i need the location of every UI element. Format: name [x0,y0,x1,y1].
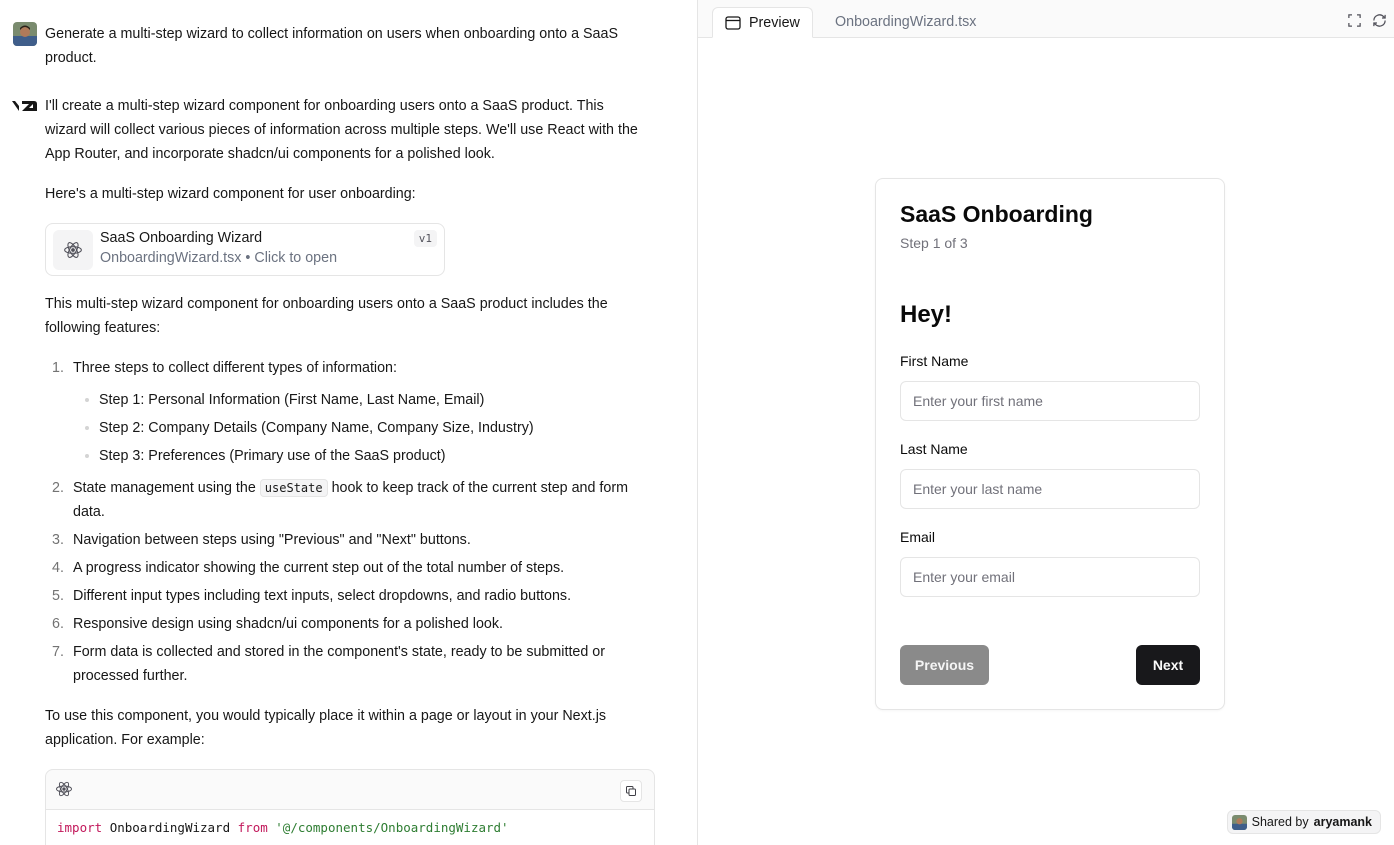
artifact-card[interactable] [45,223,445,276]
list-text: Form data is collected and stored in the component's state, ready to be submitted or processed further. [73,644,606,684]
browser-window-icon [725,16,741,30]
tab-preview-label: Preview [749,14,800,31]
fullscreen-icon [1347,13,1362,28]
user-avatar [13,22,37,46]
refresh-button[interactable] [1372,13,1387,33]
list-text: Navigation between steps using "Previous" and "Next" buttons. [73,532,471,548]
list-item [45,476,655,524]
code-string: '@/components/OnboardingWizard' [275,820,509,835]
list-text: Three steps to collect different types of information: [73,360,397,376]
code-keyword: import [57,820,103,835]
list-item [45,584,655,608]
email-input[interactable] [900,557,1200,597]
list-item [45,528,655,552]
last-name-input[interactable] [900,469,1200,509]
list-text: hook to keep track of the current step and form data. [73,480,629,520]
code-line [46,810,654,845]
assistant-intro: I'll create a multi-step wizard component for onboarding users onto a SaaS product. This wizard will collect various pieces of information across multiple steps. We'll use React with the App Router, and incorporate shadcn/ui components for a polished look. [45,98,638,162]
onboarding-card [875,178,1225,710]
assistant-lead: Here's a multi-step wizard component for user onboarding: [45,186,416,202]
email-label: Email [900,529,936,545]
preview-tabs [698,0,1394,38]
first-name-label: First Name [900,353,969,369]
refresh-icon [1372,13,1387,28]
copy-icon [625,785,637,797]
previous-button[interactable]: Previous [900,645,989,685]
list-text: Responsive design using shadcn/ui components for a polished look. [73,616,503,632]
list-number: 1. [52,360,64,376]
react-icon [55,780,73,803]
shared-username: aryamank [1313,815,1372,829]
code-identifier: OnboardingWizard [109,820,231,835]
artifact-subtitle: OnboardingWizard.tsx • Click to open [100,250,338,266]
shared-prefix: Shared by [1251,815,1309,829]
sub-list-item: Step 3: Preferences (Primary use of the SaaS product) [73,444,655,468]
fullscreen-button[interactable] [1347,13,1362,33]
code-keyword: from [237,820,268,835]
list-number: 6. [52,616,64,632]
sub-list-item: Step 1: Personal Information (First Name, Last Name, Email) [73,388,655,412]
sharer-avatar [1232,815,1247,830]
features-list [45,356,655,692]
list-number: 2. [52,480,64,496]
preview-pane [697,0,1394,845]
shared-by-badge[interactable] [1227,810,1381,834]
list-text: State management using the [73,480,256,496]
list-number: 4. [52,560,64,576]
artifact-title: SaaS Onboarding Wizard [100,230,263,246]
list-item [45,612,655,636]
user-message: Generate a multi-step wizard to collect information on users when onboarding onto a SaaS product. [45,26,618,66]
form-title: SaaS Onboarding [900,201,1093,227]
step-indicator: Step 1 of 3 [900,235,968,251]
inline-code: useState [260,479,328,497]
next-button[interactable]: Next [1136,645,1200,685]
list-number: 3. [52,532,64,548]
code-header [46,770,654,810]
preview-actions [1347,13,1387,33]
features-intro: This multi-step wizard component for onboarding users onto a SaaS product includes the following features: [45,296,608,336]
copy-code-button[interactable] [620,780,642,802]
last-name-label: Last Name [900,441,968,457]
react-icon [53,230,93,270]
list-text: A progress indicator showing the current step out of the total number of steps. [73,560,565,576]
usage-intro: To use this component, you would typically place it within a page or layout in your Next.js application. For example: [45,708,607,748]
list-number: 5. [52,588,64,604]
version-badge: v1 [414,230,437,247]
v0-logo-icon [11,98,39,114]
list-item [45,556,655,580]
list-text: Different input types including text inputs, select dropdowns, and radio buttons. [73,588,572,604]
list-item [45,640,655,688]
tab-preview[interactable] [712,7,813,38]
sub-list [73,388,655,468]
code-block [45,769,655,845]
greeting-heading: Hey! [900,301,953,328]
first-name-input[interactable] [900,381,1200,421]
list-number: 7. [52,644,64,660]
tab-code-file[interactable]: OnboardingWizard.tsx [835,14,977,30]
sub-list-item: Step 2: Company Details (Company Name, Company Size, Industry) [73,416,655,440]
list-item [45,356,655,468]
